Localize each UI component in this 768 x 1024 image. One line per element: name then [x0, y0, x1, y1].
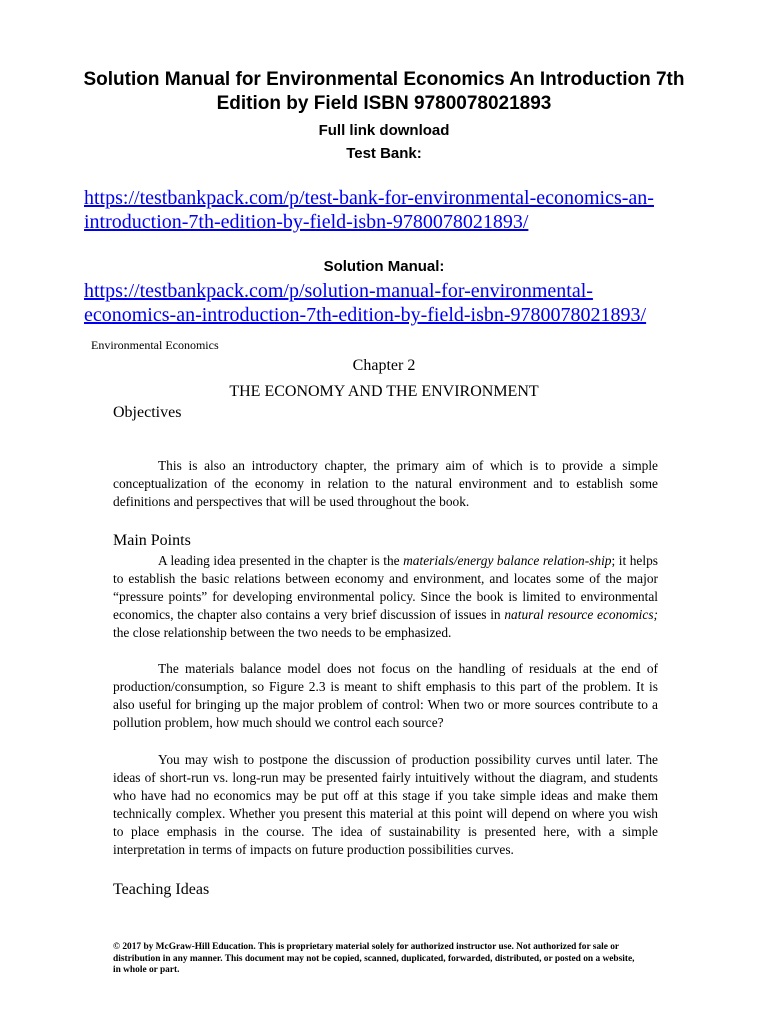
p1-emphasis-natural-resource: natural resource economics; [504, 607, 658, 622]
main-points-paragraph-2: The materials balance model does not focus on the handling of residuals at the end of production/consumption, so Figure 2.3 is meant to shift emphasis to this part of the problem. It is also useful for bringing up the major problem of control: When two or more sources contribute to a pollution problem, how much should we control each source? [113, 661, 658, 730]
test-bank-link[interactable] [84, 186, 724, 234]
main-points-paragraph-1 [113, 552, 658, 642]
chapter-number: Chapter 2 [352, 357, 416, 374]
test-bank-label: Test Bank: [346, 145, 422, 162]
copyright-footer: © 2017 by McGraw-Hill Education. This is proprietary material solely for authorized instructor use. Not authorized for sale or distribution in any manner. This document may not be copied, scanned, duplicated, forwarded, distributed, or posted on a website, in whole or part. [113, 942, 635, 975]
running-header: Environmental Economics [91, 338, 219, 352]
objectives-paragraph: This is also an introductory chapter, the primary aim of which is to provide a simple conceptualization of the economy in relation to the natural environment and to establish some definitions and perspectives that will be used throughout the book. [113, 458, 658, 509]
chapter-title: THE ECONOMY AND THE ENVIRONMENT [229, 383, 539, 400]
test-bank-link-line-2: introduction-7th-edition-by-field-isbn-9780078021893/ [84, 211, 529, 233]
solution-manual-label: Solution Manual: [323, 258, 445, 275]
main-points-paragraph-3: You may wish to postpone the discussion of production possibility curves until later. The ideas of short-run vs. long-run may be presented fairly intuitively without the diagram, and students who have had no economics may be put off at this stage if you take simple ideas and make them technically complex. Whether you present this material at this point will depend on where you wish to place emphasis in the course. The idea of sustainability is presented here, with a simple interpretation in terms of impacts on future production possibilities curves. [113, 752, 658, 857]
p1-emphasis-materials-balance: materials/energy balance relation-ship [403, 553, 612, 568]
solution-manual-link-line-2: economics-an-introduction-7th-edition-by-field-isbn-9780078021893/ [84, 304, 647, 326]
title-line-2: Edition by Field ISBN 9780078021893 [216, 93, 552, 114]
p1-text-a: A leading idea presented in the chapter is the [158, 553, 404, 568]
solution-manual-link-line-1: https://testbankpack.com/p/solution-manual-for-environmental- [84, 280, 593, 302]
main-points-heading: Main Points [113, 532, 191, 549]
full-link-label: Full link download [318, 122, 450, 139]
teaching-ideas-heading: Teaching Ideas [113, 881, 210, 898]
p1-text-c: the close relationship between the two needs to be emphasized. [113, 625, 452, 640]
solution-manual-link[interactable] [84, 279, 724, 327]
document-title [60, 68, 708, 116]
title-line-1: Solution Manual for Environmental Economics An Introduction 7th [83, 69, 685, 90]
test-bank-link-line-1: https://testbankpack.com/p/test-bank-for-environmental-economics-an- [84, 187, 654, 209]
p1-text-b: ; it helps to establish the basic relations between economy and environment, and locates some of the major “pressure points” for developing environmental policy. Since the book is limited to environmental economics, the chapter also contains a very brief discussion of issues in [113, 553, 658, 622]
objectives-heading: Objectives [113, 404, 182, 421]
